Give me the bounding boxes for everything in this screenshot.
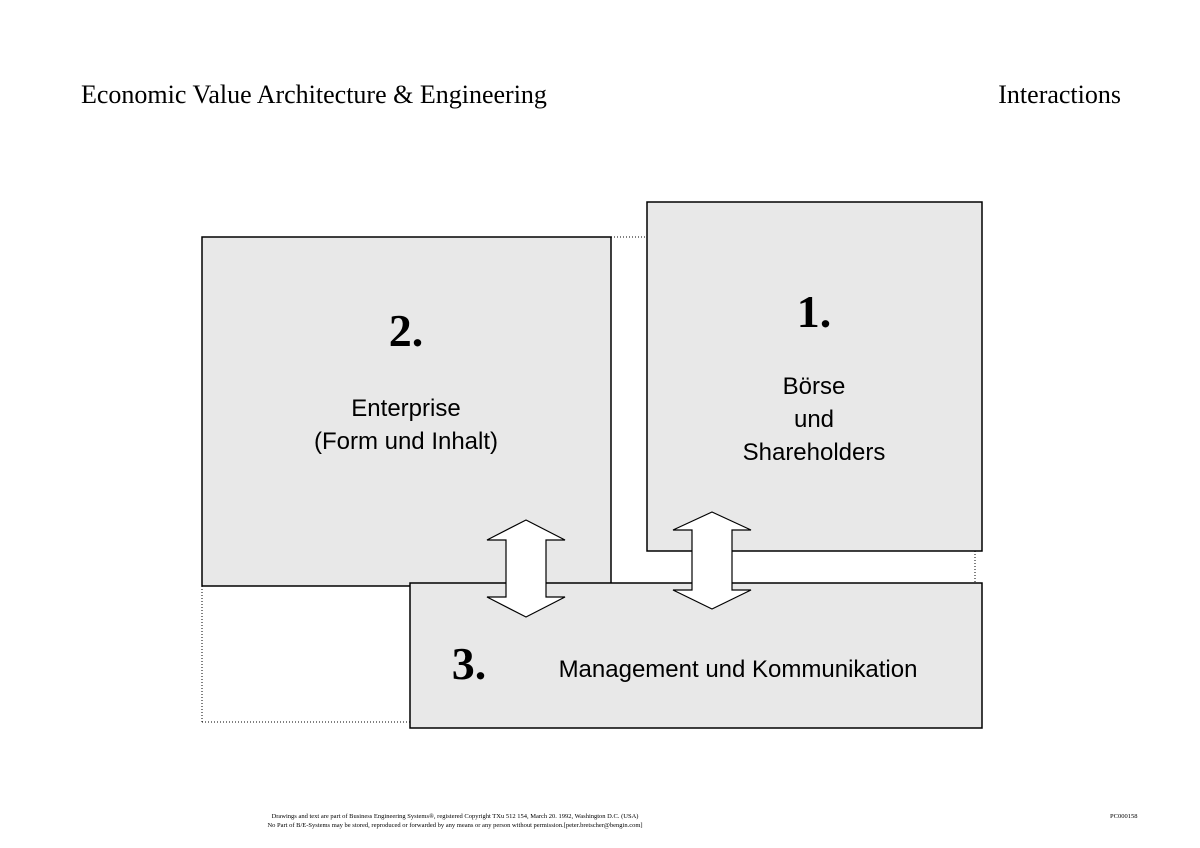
- page-title: Economic Value Architecture & Engineering: [81, 80, 547, 109]
- double-arrow-boerse-management: [673, 512, 751, 609]
- box-enterprise-label-line2: (Form und Inhalt): [313, 428, 499, 455]
- box-management-label: Management und Kommunikation: [558, 656, 918, 683]
- copyright-notice: [0, 812, 910, 830]
- box-boerse-label-line1: Börse: [782, 373, 846, 400]
- copyright-line-1: Drawings and text are part of Business Engineering Systems®, registered Copyright TXu 512 154, March 20. 1992, Washington D.C. (USA): [271, 813, 639, 820]
- box-management-number: 3.: [451, 638, 487, 689]
- box-boerse-number: 1.: [796, 286, 832, 337]
- box-boerse-shareholders: [647, 202, 982, 551]
- document-code: PC000158: [1110, 813, 1138, 820]
- box-boerse-label-line3: Shareholders: [742, 439, 886, 466]
- section-title: Interactions: [998, 80, 1121, 109]
- box-boerse-label-line2: und: [793, 406, 835, 433]
- box-enterprise-label-line1: Enterprise: [351, 395, 461, 422]
- box-enterprise-number: 2.: [388, 305, 424, 356]
- copyright-line-2: No Part of B/E-Systems may be stored, reproduced or forwarded by any means or any person without permission.[peter.bretscher@bengin.com]: [267, 822, 643, 829]
- box-management-kommunikation: [410, 583, 982, 728]
